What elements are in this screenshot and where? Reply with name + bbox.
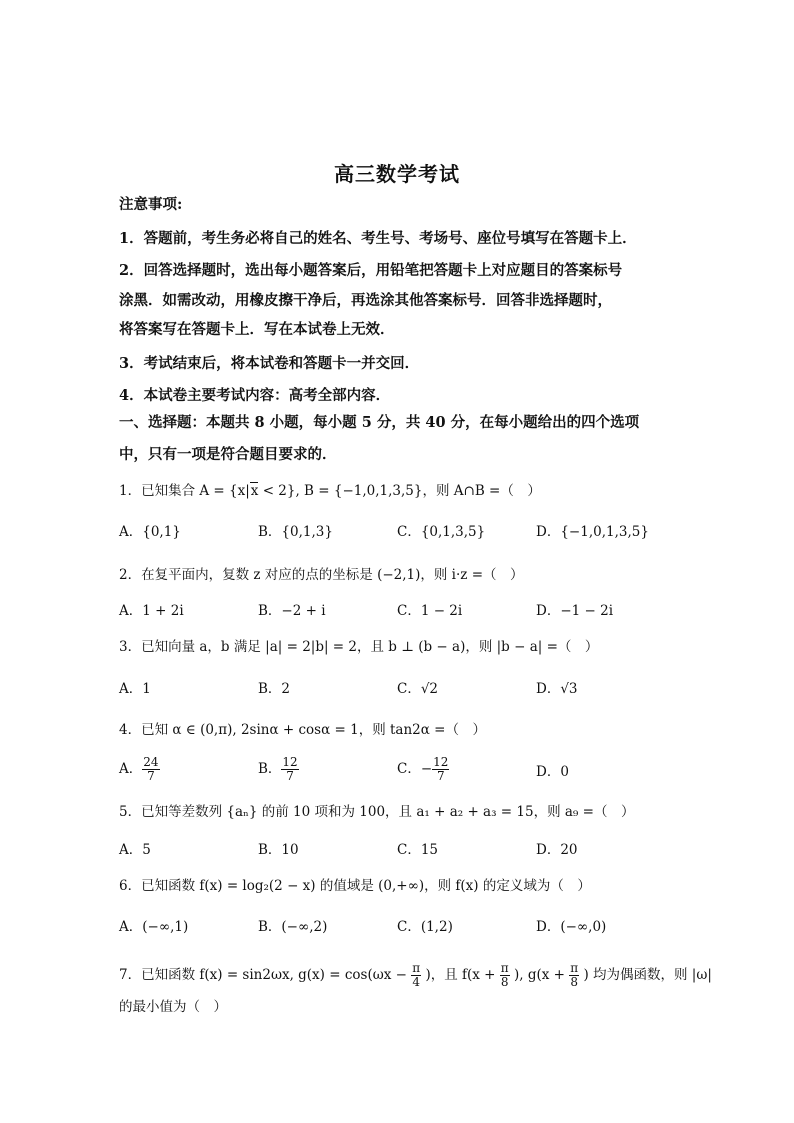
question-6-option-a: A．(−∞,1) <box>119 919 189 935</box>
notice-item-2-line-2: 涂黑．如需改动，用橡皮擦干净后，再选涂其他答案标号．回答非选择题时， <box>119 292 612 309</box>
question-3-option-b: B．2 <box>258 681 291 697</box>
question-2-option-b: B．−2 + i <box>258 603 326 619</box>
sqrt-x: x <box>250 483 259 499</box>
denominator: 7 <box>436 769 445 783</box>
question-1-option-b: B．{0,1,3} <box>258 524 333 540</box>
section-heading-line-1: 一、选择题：本题共 8 小题，每小题 5 分，共 40 分，在每小题给出的四个选项 <box>119 414 640 431</box>
denominator: 8 <box>570 975 579 989</box>
denominator: 8 <box>500 975 509 989</box>
question-7-stem-part-a: 7．已知函数 f(x) = sin2ωx, g(x) = cos(ωx − <box>119 967 407 983</box>
question-5-option-c: C．15 <box>397 842 439 858</box>
question-3-stem: 3．已知向量 a，b 满足 |a| = 2|b| = 2，且 b ⊥ (b − a)，则 |b − a| =（ ） <box>119 639 599 655</box>
question-3-option-d: D．√3 <box>536 681 578 697</box>
question-5-option-d: D．20 <box>536 842 578 858</box>
question-2-option-a: A．1 + 2i <box>119 603 184 619</box>
question-7-stem <box>119 962 712 989</box>
fraction-pi-over-4 <box>411 962 421 989</box>
notice-heading: 注意事项: <box>119 196 183 213</box>
question-6-stem: 6．已知函数 f(x) = log₂(2 − x) 的值域是 (0,+∞)，则 f(x) 的定义域为（ ） <box>119 878 591 894</box>
notice-item-2-line-3: 将答案写在答题卡上．写在本试卷上无效． <box>119 321 395 338</box>
question-1-option-c: C．{0,1,3,5} <box>397 524 486 540</box>
question-3-option-c: C．√2 <box>397 681 439 697</box>
question-1-option-a: A．{0,1} <box>119 524 181 540</box>
question-1-option-d: D．{−1,0,1,3,5} <box>536 524 649 540</box>
question-1-stem-part-b: < 2}, B = {−1,0,1,3,5}，则 A∩B =（ ） <box>258 483 541 499</box>
option-label: A． <box>119 761 143 777</box>
question-7-stem-part-c: ), g(x + <box>513 967 565 983</box>
numerator: π <box>570 961 579 975</box>
question-6-option-c: C．(1,2) <box>397 919 453 935</box>
numerator: 24 <box>143 755 159 769</box>
question-1-stem <box>119 481 541 501</box>
numerator: π <box>412 961 421 975</box>
question-7-stem-part-b: )，且 f(x + <box>425 967 496 983</box>
notice-item-1: 1．答题前，考生务必将自己的姓名、考生号、考场号、座位号填写在答题卡上． <box>119 230 637 247</box>
fraction <box>281 756 298 783</box>
question-4-option-c <box>397 756 449 783</box>
fraction-pi-over-8 <box>500 962 510 989</box>
notice-item-2-line-1: 2．回答选择题时，选出每小题答案后，用铅笔把答题卡上对应题目的答案标号 <box>119 262 623 279</box>
question-5-option-a: A．5 <box>119 842 151 858</box>
page-title: 高三数学考试 <box>334 162 460 186</box>
question-6-option-d: D．(−∞,0) <box>536 919 607 935</box>
fraction <box>432 756 449 783</box>
option-label: B． <box>258 761 282 777</box>
question-4-stem: 4．已知 α ∈ (0,π), 2sinα + cosα = 1，则 tan2α =（ ） <box>119 722 486 738</box>
question-7-stem-line-2: 的最小值为（ ） <box>119 999 227 1015</box>
notice-item-4: 4．本试卷主要考试内容：高考全部内容． <box>119 387 391 404</box>
option-label: C．− <box>397 761 433 777</box>
fraction-pi-over-8 <box>569 962 579 989</box>
question-6-option-b: B．(−∞,2) <box>258 919 328 935</box>
numerator: π <box>500 961 509 975</box>
question-5-option-b: B．10 <box>258 842 299 858</box>
denominator: 7 <box>286 769 294 783</box>
question-2-option-c: C．1 − 2i <box>397 603 463 619</box>
fraction <box>142 756 159 783</box>
question-3-option-a: A．1 <box>119 681 151 697</box>
question-2-stem: 2．在复平面内，复数 z 对应的点的坐标是 (−2,1)，则 i·z =（ ） <box>119 567 524 583</box>
denominator: 7 <box>147 769 155 783</box>
numerator: 12 <box>282 755 298 769</box>
section-heading-line-2: 中，只有一项是符合题目要求的． <box>119 446 337 463</box>
question-4-option-d: D．0 <box>536 764 569 780</box>
question-2-option-d: D．−1 − 2i <box>536 603 614 619</box>
question-4-option-b <box>258 756 299 783</box>
numerator: 12 <box>433 755 449 769</box>
question-7-stem-part-d: ) 均为偶函数，则 |ω| <box>583 967 712 983</box>
notice-item-3: 3．考试结束后，将本试卷和答题卡一并交回． <box>119 355 420 372</box>
denominator: 4 <box>412 975 421 989</box>
question-4-option-a <box>119 756 160 783</box>
question-1-stem-part-a: 1．已知集合 A = {x| <box>119 483 250 499</box>
question-5-stem: 5．已知等差数列 {aₙ} 的前 10 项和为 100，且 a₁ + a₂ + a₃ = 15，则 a₉ =（ ） <box>119 804 635 820</box>
